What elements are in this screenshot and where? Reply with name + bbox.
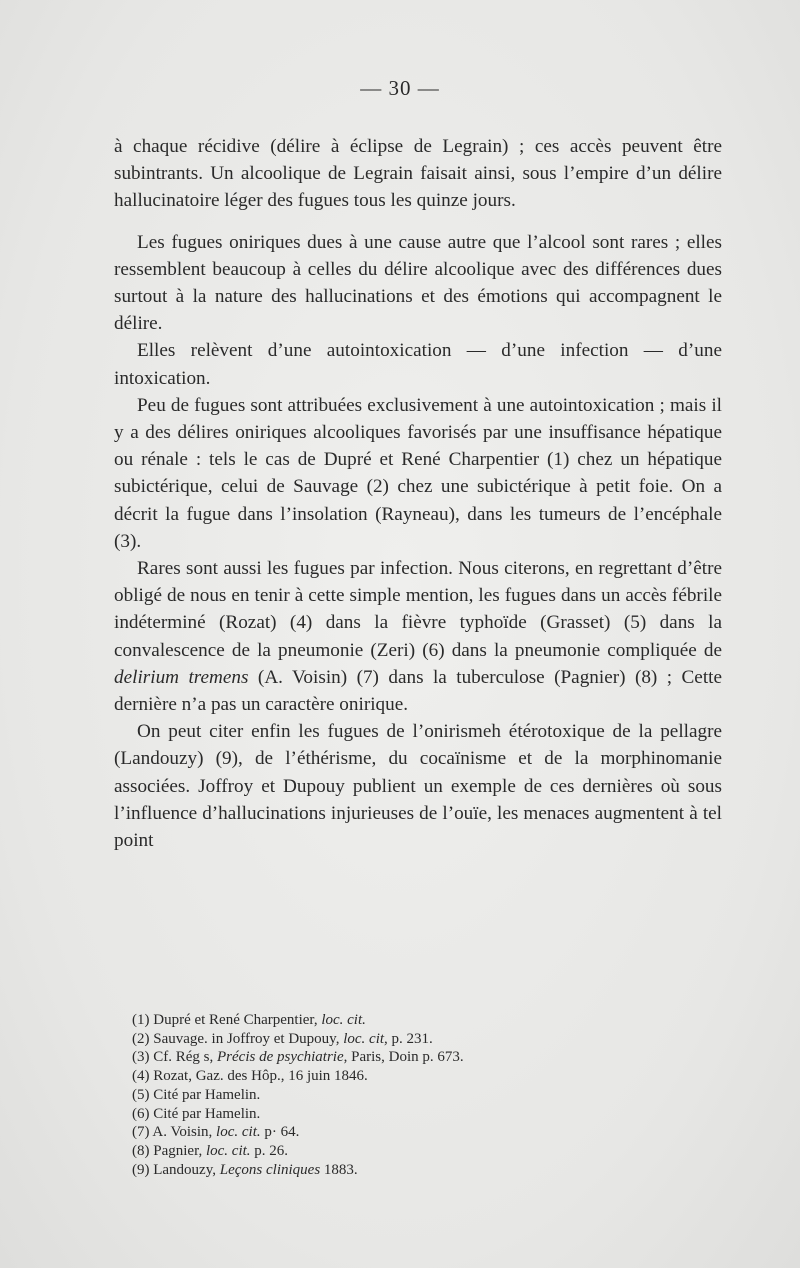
footnote-3 xyxy=(132,1048,692,1067)
text-run: (4) Rozat, Gaz. des Hôp., 16 juin 1846. xyxy=(132,1068,368,1085)
italic-text: loc. cit xyxy=(343,1030,385,1047)
text-run: (5) Cité par Hamelin. xyxy=(132,1086,261,1103)
italic-text: Précis de psychiatrie xyxy=(217,1049,344,1066)
paragraph-1 xyxy=(114,133,722,215)
text-run: On peut citer enfin les fugues de l’onirismeh étérotoxique de la pellagre (Landouzy) (9), de l’éthérisme, du cocaïnisme et de la morphinomanie associées. Joffroy et Dupouy publient un exemple de ces dernières où sous l’influence d’hallucinations injurieuses de l’ouïe, les menaces augmentent à tel point xyxy=(114,721,722,852)
text-run: Les fugues oniriques dues à une cause autre que l’alcool sont rares ; elles ressemblent beaucoup à celles du délire alcoolique avec des différences dues surtout à la nature des hallucinations et des émotions qui accompagnent le délire. xyxy=(114,231,722,335)
text-run: (2) Sauvage. in Joffroy et Dupouy, xyxy=(132,1030,344,1047)
text-run: (1) Dupré et René Charpentier, xyxy=(132,1012,322,1028)
footnote-8 xyxy=(132,1142,692,1161)
paragraph-3 xyxy=(114,337,722,391)
page-number: — 30 — xyxy=(360,76,440,100)
text-run: Peu de fugues sont attribuées exclusivement à une autointoxication ; mais il y a des délires oniriques alcooliques favorisés par une insuffisance hépatique ou rénale : tels le cas de Dupré et René Charpentier (1) chez un hépatique subictérique, celui de Sauvage (2) chez une subictérique à petit foie. On a décrit la fugue dans l’insolation (Rayneau), dans les tumeurs de l’encéphale (3). xyxy=(114,394,722,552)
text-run: (6) Cité par Hamelin. xyxy=(132,1105,261,1122)
footnote-5 xyxy=(132,1086,692,1105)
footnote-7 xyxy=(132,1123,692,1142)
body-text xyxy=(114,133,722,854)
footnote-6 xyxy=(132,1105,692,1124)
footnotes xyxy=(132,1011,692,1179)
footnote-4 xyxy=(132,1067,692,1086)
paragraph-5 xyxy=(114,555,722,718)
text-run: p. 26. xyxy=(250,1142,289,1159)
paragraph-2 xyxy=(114,229,722,338)
text-run: à chaque récidive (délire à éclipse de Legrain) ; ces accès peuvent être subintrants. Un alcoolique de Legrain faisait ainsi, sous l’empire d’un délire hallucinatoire léger des fugues tous les quinze jours. xyxy=(114,136,722,212)
italic-text: delirium tremens xyxy=(114,666,249,688)
text-run: (9) Landouzy, xyxy=(132,1161,220,1178)
italic-text: loc. cit. xyxy=(321,1012,366,1028)
paragraph-6 xyxy=(114,718,722,854)
text-run: , p. 231. xyxy=(384,1030,433,1047)
italic-text: loc. cit. xyxy=(205,1142,251,1159)
text-run: (3) Cf. Rég s, xyxy=(132,1049,217,1066)
text-run: p· 64. xyxy=(260,1124,300,1141)
italic-text: Leçons cliniques xyxy=(219,1161,321,1178)
footnote-9 xyxy=(132,1161,692,1180)
text-run: , Paris, Doin p. 673. xyxy=(343,1049,464,1066)
text-run: Rares sont aussi les fugues par infection. Nous citerons, en regrettant d’être obligé de nous en tenir à cette simple mention, les fugues dans un accès fébrile indéterminé (Rozat) (4) dans la fièvre typhoïde (Grasset) (5) dans la convalescence de la pneumonie (Zeri) (6) dans la pneumonie compliquée de xyxy=(114,558,722,661)
italic-text: loc. cit. xyxy=(216,1124,261,1141)
footnote-2 xyxy=(132,1030,692,1049)
paragraph-4 xyxy=(114,392,722,555)
text-run: 1883. xyxy=(320,1161,358,1178)
text-run: (8) Pagnier, xyxy=(132,1142,206,1159)
text-run: (A. Voisin) (7) dans la tuberculose (Pagnier) (8) ; Cette dernière n’a pas un caractère onirique. xyxy=(114,666,722,716)
text-run: (7) A. Voisin, xyxy=(132,1124,217,1141)
text-run: Elles relèvent d’une autointoxication — d’une infection — d’une intoxication. xyxy=(114,340,722,389)
footnote-1 xyxy=(132,1011,692,1030)
